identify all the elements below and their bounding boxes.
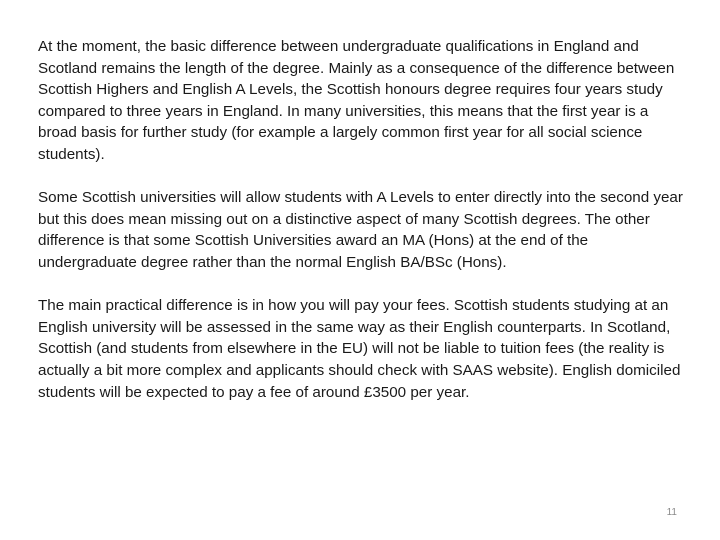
paragraph-course-length: At the moment, the basic difference between undergraduate qualifications in England and Scotland remains the length of the degree. Mainly as a consequence of the difference between Scottish Highers and English A Levels, the Scottish honours degree requires four years study compared to three years in England. In many universities, this means that the first year is a broad basis for further study (for example a largely common first year for all social science students). xyxy=(38,38,675,163)
slide-body xyxy=(38,36,688,425)
paragraph-direct-entry: Some Scottish universities will allow students with A Levels to enter directly into the second year but this does mean missing out on a distinctive aspect of many Scottish degrees. The other difference is that some Scottish Universities award an MA (Hons) at the end of the undergraduate degree rather than the normal English BA/BSc (Hons). xyxy=(38,189,683,271)
paragraph-fees: The main practical difference is in how you will pay your fees. Scottish students studying at an English university will be assessed in the same way as their English counterparts. In Scotland, Scottish (and students from elsewhere in the EU) will not be liable to tuition fees (the reality is actually a bit more complex and applicants should check with SAAS website). English domiciled students will be expected to pay a fee of around £3500 per year. xyxy=(38,297,681,401)
page-number: 11 xyxy=(666,507,677,518)
